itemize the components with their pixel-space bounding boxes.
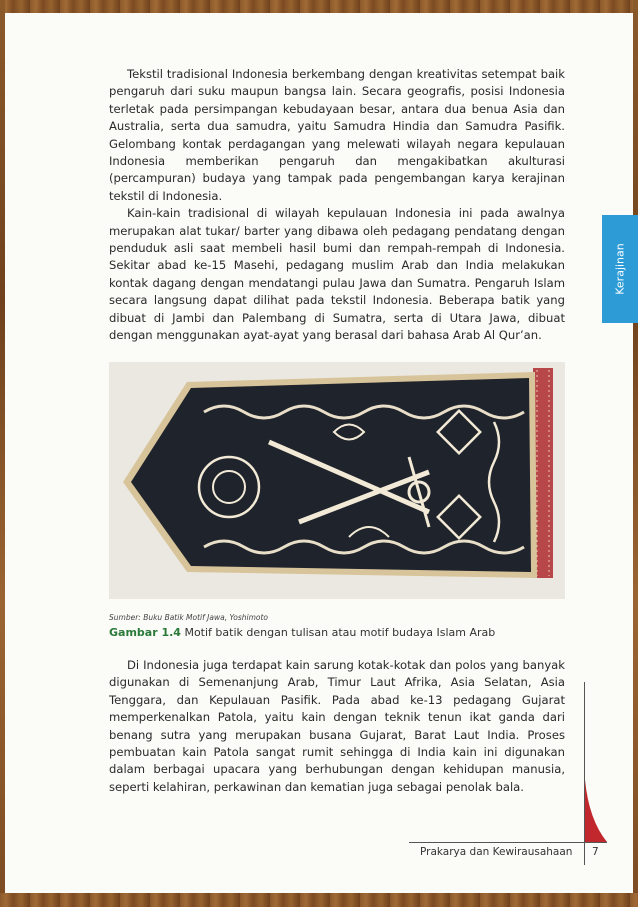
figure-number: Gambar 1.4 bbox=[109, 626, 181, 639]
paragraph: Kain-kain tradisional di wilayah kepulauan Indonesia ini pada awalnya merupakan alat tukar/ barter yang dibawa oleh pedagang pendatang dengan penduduk asli saat membeli hasil bumi dan rempah-rempah di Indonesia. Sekitar abad ke-15 Masehi, pedagang muslim Arab dan India melakukan kontak dagang dengan mendatangi pulau Jawa dan Sumatra. Pengaruh Islam secara langsung dapat dilihat pada tekstil Indonesia. Beberapa batik yang dibuat di Jambi dan Palembang di Sumatra, serta di Utara Jawa, dibuat dengan menggunakan ayat-ayat yang berasal dari bahasa Arab Al Qur’an. bbox=[109, 206, 565, 343]
page-number: 7 bbox=[592, 846, 599, 858]
footer-book-title: Prakarya dan Kewirausahaan bbox=[420, 846, 573, 858]
wood-frame-top bbox=[0, 0, 638, 13]
body-text-bottom bbox=[109, 657, 565, 796]
wood-frame-right bbox=[633, 0, 638, 907]
batik-banner-illustration bbox=[109, 362, 565, 599]
side-tab-label: Kerajinan bbox=[613, 243, 627, 295]
footer-rule bbox=[409, 842, 607, 843]
page-corner-ornament bbox=[585, 780, 607, 842]
body-text-top bbox=[109, 66, 565, 345]
figure-caption bbox=[109, 626, 495, 639]
batik-figure-image bbox=[109, 362, 565, 599]
figure-source-credit: Sumber: Buku Batik Motif Jawa, Yoshimoto bbox=[109, 613, 268, 622]
paragraph: Di Indonesia juga terdapat kain sarung kotak-kotak dan polos yang banyak digunakan di Semenanjung Arab, Timur Laut Afrika, Asia Selatan, Asia Tenggara, dan Kepulauan Pasifik. Pada abad ke-13 pedagang Gujarat memperkenalkan Patola, yaitu kain dengan teknik tenun ikat ganda dari benang sutra yang merupakan busana Gujarat, Barat Laut India. Proses pembuatan kain Patola sangat rumit sehingga di India kain ini digunakan dalam berbagai upacara yang berhubungan dengan kehidupan manusia, seperti kelahiran, perkawinan dan kematian juga sebagai penolak bala. bbox=[109, 658, 565, 794]
figure-caption-text: Motif batik dengan tulisan atau motif budaya Islam Arab bbox=[180, 626, 496, 639]
chapter-side-tab[interactable] bbox=[602, 215, 638, 323]
wood-frame-bottom bbox=[0, 893, 638, 907]
paragraph: Tekstil tradisional Indonesia berkembang dengan kreativitas setempat baik pengaruh dari suku maupun bangsa lain. Secara geografis, posisi Indonesia terletak pada persimpangan kebudayaan besar, antara dua benua Asia dan Australia, serta dua samudra, yaitu Samudra Hindia dan Samudra Pasifik. Gelombang kontak perdagangan yang melewati wilayah negara kepulauan Indonesia memberikan pengaruh dan mengakibatkan akulturasi (percampuran) budaya yang tampak pada pengembangan karya kerajinan tekstil di Indonesia. bbox=[109, 67, 565, 203]
